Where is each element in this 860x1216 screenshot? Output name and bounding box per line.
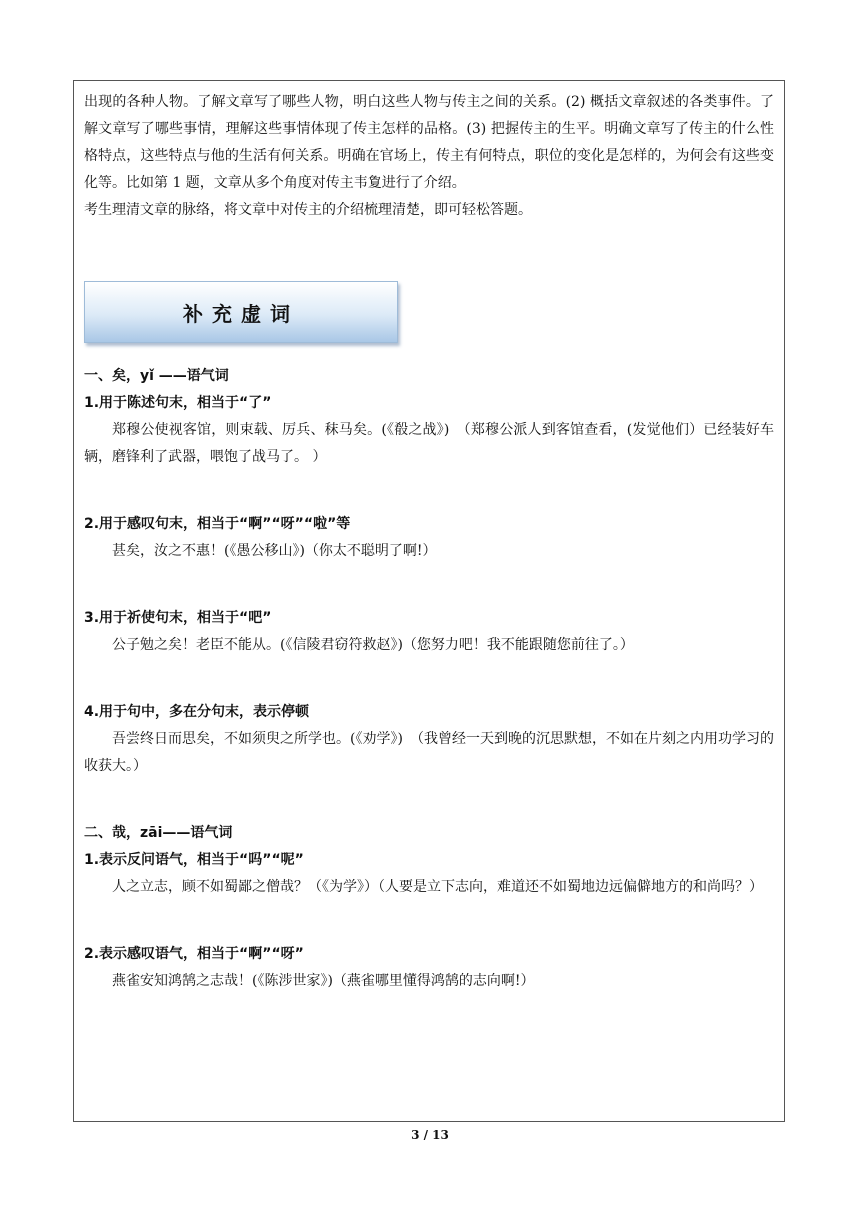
usage-title: 2.表示感叹语气，相当于“啊”“呀” xyxy=(84,946,304,962)
usage-example: 郑穆公使视客馆，则束载、厉兵、秣马矣。(《殽之战》) （郑穆公派人到客馆查看，(发觉他们）已经装好车辆，磨锋利了武器，喂饱了战马了。 ） xyxy=(84,422,774,465)
usage-example: 吾尝终日而思矣，不如须臾之所学也。(《劝学》) （我曾经一天到晚的沉思默想，不如在片刻之内用功学习的收获大。） xyxy=(84,731,774,774)
usage-title: 2.用于感叹句末，相当于“啊”“呀”“啦”等 xyxy=(84,516,351,532)
content-frame xyxy=(73,80,785,1122)
section-banner xyxy=(84,281,398,343)
banner-title: 补充虚词 xyxy=(183,301,299,326)
usage-example: 燕雀安知鸿鹄之志哉！(《陈涉世家》)（燕雀哪里懂得鸿鹄的志向啊!） xyxy=(112,973,535,989)
usage-example: 人之立志，顾不如蜀鄙之僧哉？（《为学》）（人要是立下志向，难道还不如蜀地边远偏僻地方的和尚吗？） xyxy=(112,879,763,895)
page-number: 3 / 13 xyxy=(411,1128,449,1142)
usage-title: 1.用于陈述句末，相当于“了” xyxy=(84,395,272,411)
section-heading-yi: 一、矣，yǐ ——语气词 xyxy=(84,368,229,384)
usage-example: 甚矣，汝之不惠！(《愚公移山》)（你太不聪明了啊!） xyxy=(112,543,437,559)
intro-paragraph: 出现的各种人物。了解文章写了哪些人物，明白这些人物与传主之间的关系。(2) 概括文章叙述的各类事件。了解文章写了哪些事情，理解这些事情体现了传主怎样的品格。(3) 把握传主的生平。明确文章写了传主的什么性格特点，这些特点与他的生活有何关系。明确在官场上，传主有何特点，职位的变化是怎样的，为何会有这些变化等。比如第 1 题，文章从多个角度对传主韦夐进行了介绍。 xyxy=(84,94,774,191)
usage-title: 1.表示反问语气，相当于“吗”“呢” xyxy=(84,852,304,868)
usage-title: 4.用于句中，多在分句末，表示停顿 xyxy=(84,704,310,720)
intro-conclusion: 考生理清文章的脉络，将文章中对传主的介绍梳理清楚，即可轻松答题。 xyxy=(84,202,532,218)
section-heading-zai: 二、哉，zāi——语气词 xyxy=(84,825,233,841)
usage-title: 3.用于祈使句末，相当于“吧” xyxy=(84,610,272,626)
usage-example: 公子勉之矣！老臣不能从。(《信陵君窃符救赵》)（您努力吧！我不能跟随您前往了。） xyxy=(112,637,634,653)
